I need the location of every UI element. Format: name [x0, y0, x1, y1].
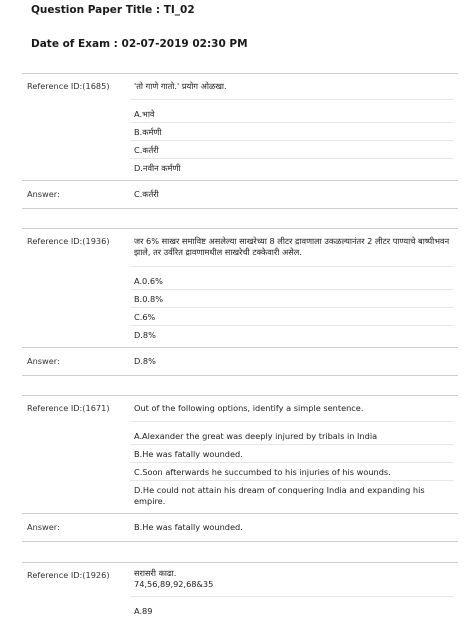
section-divider: [22, 395, 458, 396]
reference-id: Reference ID:(1671): [27, 403, 110, 413]
option-divider: [130, 99, 454, 100]
exam-date: Date of Exam : 02-07-2019 02:30 PM: [31, 38, 248, 50]
option-divider: [130, 325, 454, 326]
answer-divider: [22, 180, 458, 181]
reference-id: Reference ID:(1926): [27, 570, 110, 580]
option-c: C.6%: [134, 312, 156, 322]
answer-value: C.कर्तरी: [134, 189, 159, 199]
question-text: Out of the following options, identify a simple sentence.: [134, 403, 364, 413]
option-divider: [130, 289, 454, 290]
option-d: D.8%: [134, 330, 156, 340]
option-divider: [130, 596, 454, 597]
option-a: A.Alexander the great was deeply injured by tribals in India: [134, 431, 378, 441]
section-divider: [22, 562, 458, 563]
option-divider: [130, 444, 454, 445]
option-divider: [130, 421, 454, 422]
option-divider: [130, 122, 454, 123]
option-a: A.0.6%: [134, 276, 163, 286]
option-b: B.कर्मणी: [134, 127, 162, 137]
answer-value: D.8%: [134, 356, 156, 366]
option-divider: [130, 462, 454, 463]
option-divider: [130, 480, 454, 481]
option-c: C.कर्तरी: [134, 145, 159, 155]
section-divider: [22, 208, 458, 209]
option-divider: [130, 307, 454, 308]
reference-id: Reference ID:(1685): [27, 81, 110, 91]
option-d: D.He could not attain his dream of conquering India and expanding his empire.: [134, 485, 425, 506]
option-divider: [130, 158, 454, 159]
answer-label: Answer:: [27, 356, 60, 366]
reference-id: Reference ID:(1936): [27, 236, 110, 246]
question-text: सरासरी काढा.: [134, 568, 177, 578]
answer-label: Answer:: [27, 189, 60, 199]
option-c: C.Soon afterwards he succumbed to his injuries of his wounds.: [134, 467, 391, 477]
answer-divider: [22, 347, 458, 348]
question-subtext: 74,56,89,92,68&35: [134, 579, 214, 589]
section-divider: [22, 541, 458, 542]
option-a: A.89: [134, 606, 153, 616]
option-divider: [130, 140, 454, 141]
answer-divider: [22, 513, 458, 514]
section-divider: [22, 375, 458, 376]
question-text: 'तो गाणे गातो.' प्रयोग ओळखा.: [134, 81, 227, 91]
question-text: जर 6% साखर समाविष्ट असलेल्या साखरेच्या 8 लीटर द्रावणाला उकळल्यानंतर 2 लीटर पाण्याचे बाष्पीभवन झाले, तर उर्वरित द्रावणामधील साखरेची टक्केवारी असेल.: [134, 236, 450, 257]
paper-title: Question Paper Title : TI_02: [31, 4, 195, 16]
option-a: A.भावे: [134, 109, 155, 119]
option-divider: [130, 266, 454, 267]
option-d: D.नवीन कर्मणी: [134, 163, 181, 173]
answer-label: Answer:: [27, 522, 60, 532]
option-b: B.He was fatally wounded.: [134, 449, 243, 459]
option-b: B.0.8%: [134, 294, 164, 304]
section-divider: [22, 73, 458, 74]
section-divider: [22, 228, 458, 229]
answer-value: B.He was fatally wounded.: [134, 522, 243, 532]
